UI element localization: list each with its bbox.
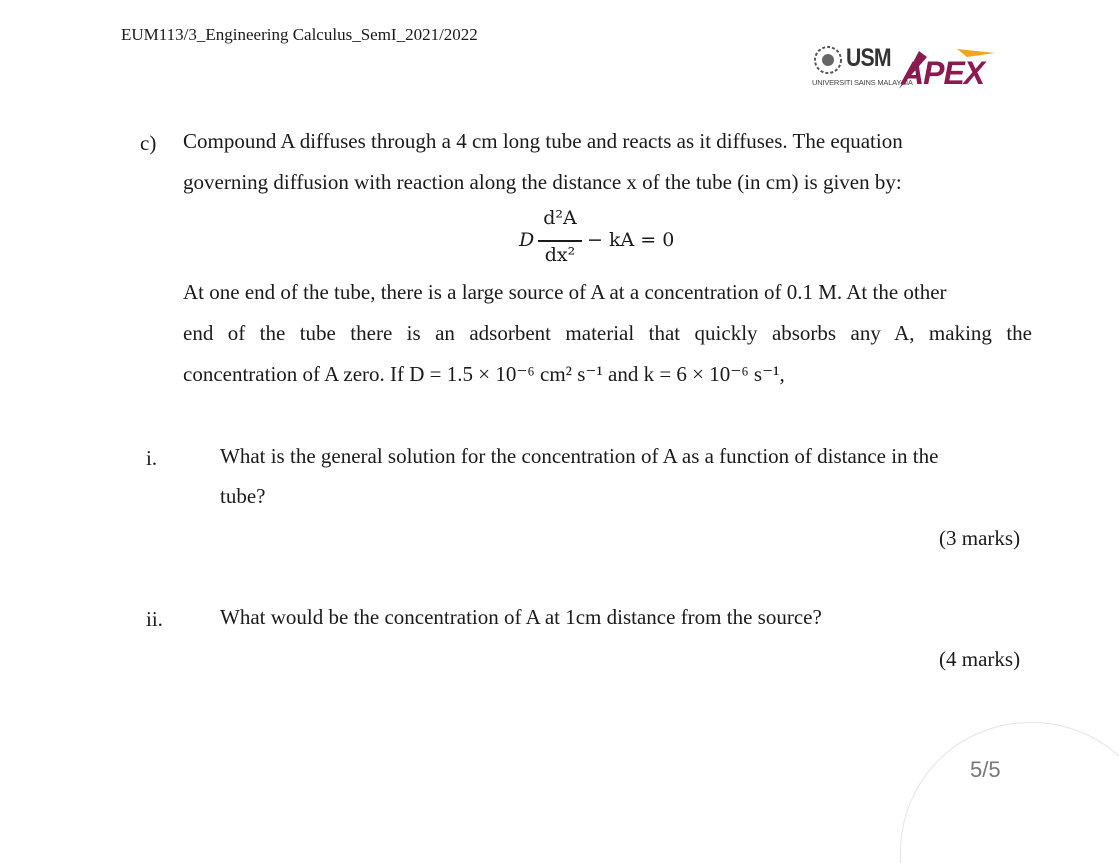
part-i-marks: (3 marks) [939,526,1021,550]
equation-denominator: dx² [544,244,576,266]
question-line-2: governing diffusion with reaction along the distance x of the tube (in cm) is given by: [183,170,902,194]
part-ii-label: ii. [146,607,163,631]
question-line-5: concentration of A zero. If D = 1.5 × 10⁻⁶ cm² s⁻¹ and k = 6 × 10⁻⁶ s⁻¹, [183,362,785,386]
apex-logo [897,47,997,92]
part-i-line-1: What is the general solution for the concentration of A as a function of distance in the [220,444,939,468]
governing-equation [519,207,689,275]
part-i-line-2: tube? [220,484,266,508]
usm-crest-icon [812,44,844,76]
equation-numerator: d²A [543,207,577,229]
equation-rest: − kA = 0 [587,229,675,251]
question-line-3: At one end of the tube, there is a large source of A at a concentration of 0.1 M. At the other [183,280,947,304]
question-line-4: end of the tube there is an adsorbent material that quickly absorbs any A, making the [183,321,1032,345]
part-ii-line-1: What would be the concentration of A at 1cm distance from the source? [220,605,822,629]
usm-logo-text: USM [846,44,891,72]
course-header: EUM113/3_Engineering Calculus_SemI_2021/2022 [121,25,478,44]
equation-coefficient: D [519,229,535,251]
part-i-label: i. [146,446,158,470]
part-ii-marks: (4 marks) [939,647,1021,671]
usm-logo [812,44,913,92]
page-number: 5/5 [970,757,1001,782]
question-line-1: Compound A diffuses through a 4 cm long tube and reacts as it diffuses. The equation [183,129,903,153]
page-curl-decoration [900,722,1119,863]
usm-logo-subtext: UNIVERSITI SAINS MALAYSIA [812,78,913,87]
fraction-bar [538,240,582,242]
apex-logo-text: APEX [901,55,985,91]
question-label: c) [140,131,157,155]
